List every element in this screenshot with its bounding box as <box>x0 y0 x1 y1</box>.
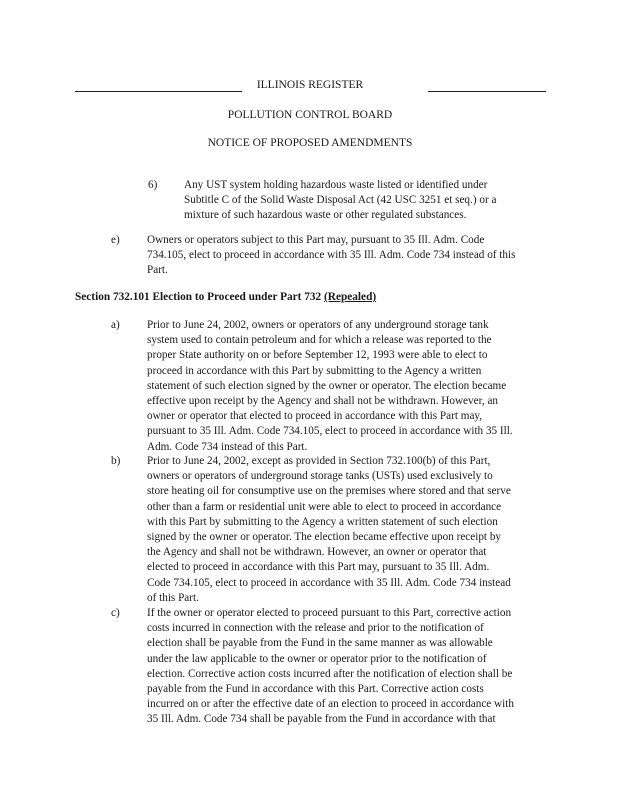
header-rule-right <box>428 91 546 92</box>
item-text: Any UST system holding hazardous waste listed or identified under Subtitle C of the Solid Waste Disposal Act (42 USC 3251 et seq.) or a mixture of such hazardous waste or other regulated substances. <box>184 179 497 222</box>
subsection-marker: a) <box>111 319 120 331</box>
subsection-marker: b) <box>111 455 121 467</box>
item-marker: 6) <box>148 179 158 191</box>
subsection-text: Prior to June 24, 2002, owners or operators of any underground storage tank system used to contain petroleum and for which a release was reported to the proper State authority on or before September 12, 1993 were able to elect to proceed in accordance with this Part by submitting to the Agency a written statement of such election signed by the owner or operator. The election became effective upon receipt by the Agency and shall not be withdrawn. However, an owner or operator that elected to proceed in accordance with this Part may, pursuant to 35 Ill. Adm. Code 734.105, elect to proceed in accordance with 35 Ill. Adm. Code 734 instead of this Part. <box>147 319 513 453</box>
section-title: Section 732.101 Election to Proceed under Part 732 <box>75 291 322 303</box>
board-name: POLLUTION CONTROL BOARD <box>227 109 393 121</box>
subsection-text: If the owner or operator elected to proceed pursuant to this Part, corrective action costs incurred in connection with the release and prior to the notification of election shall be payable from the Fund in the same manner as was allowable under the law applicable to the owner or operator prior to the notification of election. Corrective action costs incurred after the notification of election shall be payable from the Fund in accordance with this Part. Corrective action costs incurred on or after the effective date of an election to proceed in accordance with 35 Ill. Adm. Code 734 shall be payable from the Fund in accordance with that <box>147 607 514 726</box>
register-title: ILLINOIS REGISTER <box>256 79 364 91</box>
section-heading <box>75 290 376 305</box>
notice-title: NOTICE OF PROPOSED AMENDMENTS <box>207 137 413 149</box>
subsection-text: Prior to June 24, 2002, except as provided in Section 732.100(b) of this Part, owners or operators of underground storage tanks (USTs) used exclusively to store heating oil for consumptive use on the premises where stored and that serve other than a farm or residential unit were able to elect to proceed in accordance with this Part by submitting to the Agency a written statement of such election signed by the owner or operator. The election became effective upon receipt by the Agency and shall not be withdrawn. However, an owner or operator that elected to proceed in accordance with this Part may, pursuant to 35 Ill. Adm. Code 734.105, elect to proceed in accordance with 35 Ill. Adm. Code 734 instead of this Part. <box>147 455 511 604</box>
register-header <box>75 78 545 96</box>
repealed-label: (Repealed) <box>324 291 377 303</box>
item-text: Owners or operators subject to this Part may, pursuant to 35 Ill. Adm. Code 734.105, elect to proceed in accordance with 35 Ill. Adm. Code 734 instead of this Part. <box>147 234 516 277</box>
subsection-marker: c) <box>111 607 120 619</box>
item-marker: e) <box>111 234 120 246</box>
